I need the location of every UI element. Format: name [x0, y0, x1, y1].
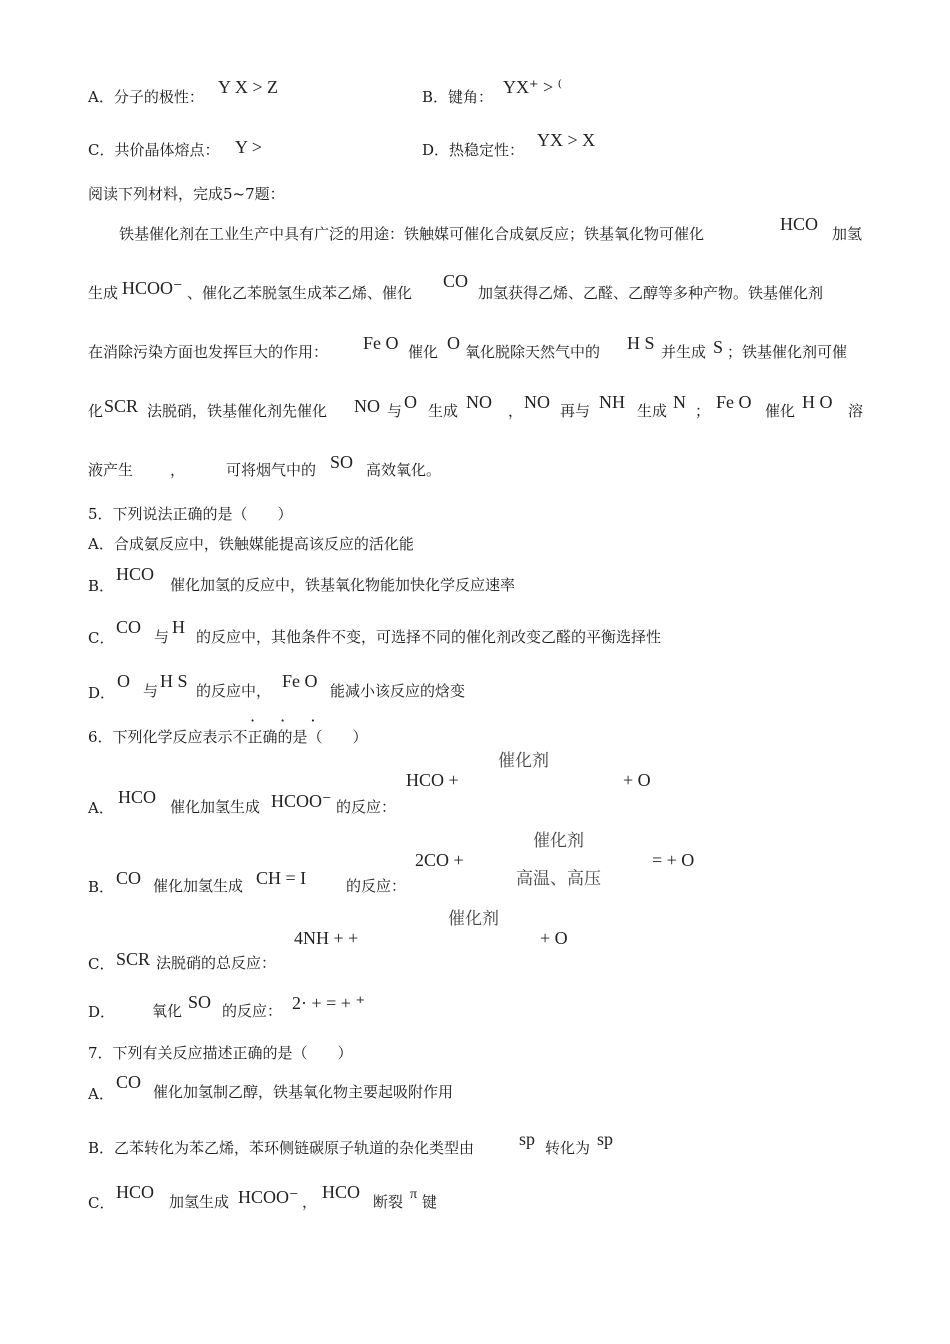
passage-text: 法脱硝，铁基催化剂先催化 [147, 402, 328, 420]
formula: HCOO⁻ [271, 791, 332, 811]
formula: SO [330, 452, 354, 472]
q5-stem: 5．下列说法正确的是（ ） [88, 505, 293, 523]
formula: O [404, 392, 417, 412]
q7-option-a-label: A． [88, 1085, 114, 1103]
q7-text: 键 [422, 1193, 438, 1211]
equation-left: HCO + [406, 770, 459, 790]
formula: SCR [104, 396, 139, 416]
passage-text: 加氢 [832, 225, 863, 243]
formula: H S [627, 333, 655, 353]
formula: HCOO⁻ [122, 278, 183, 298]
q5-text: 的反应中， [196, 682, 272, 700]
q5-option-d-text: 能减小该反应的焓变 [330, 682, 466, 700]
q5-option-d-label: D． [88, 684, 116, 702]
formula: HCO [780, 214, 819, 234]
q7-stem: 7．下列有关反应描述正确的是（ ） [88, 1044, 353, 1062]
q6-option-b-text: 的反应： [346, 877, 407, 895]
formula: NO [466, 392, 492, 412]
q5-option-b-text: 催化加氢的反应中，铁基氧化物能加快化学反应速率 [170, 576, 516, 594]
passage-text: 加氢获得乙烯、乙醛、乙醇等多种产物。铁基催化剂 [478, 284, 824, 302]
formula: CO [116, 617, 142, 637]
formula: HCO [118, 787, 157, 807]
formula: O [447, 333, 460, 353]
q5-option-c-label: C． [88, 629, 115, 647]
formula: HCO [322, 1182, 361, 1202]
formula: CO [443, 271, 469, 291]
q7-text: 断裂 [373, 1193, 404, 1211]
q6-option-a-text: 的反应： [336, 798, 397, 816]
q4-option-d-formula: YX > X [537, 130, 596, 150]
q4-option-d-label: D．热稳定性： [422, 141, 525, 159]
passage-text: 并生成 [661, 343, 707, 361]
q6-option-d-text: 的反应： [222, 1002, 283, 1020]
q7-text: ， [302, 1193, 318, 1211]
q4-option-b-label: B．键角： [422, 88, 494, 106]
passage-text: 高效氧化。 [366, 461, 442, 479]
passage-text: ； [695, 402, 711, 420]
formula: HCO [116, 564, 155, 584]
catalyst-label: 催化剂 [498, 751, 549, 771]
passage-text: 生成 [428, 402, 459, 420]
passage-text: 液产生 [88, 461, 134, 479]
passage-text: 在消除污染方面也发挥巨大的作用： [88, 343, 329, 361]
pi-symbol: π [410, 1187, 418, 1202]
equation-left: 2CO + [415, 850, 464, 870]
q7-option-b-text: B．乙苯转化为苯乙烯，苯环侧链碳原子轨道的杂化类型由 [88, 1139, 475, 1157]
passage-text: 催化 [408, 343, 439, 361]
equation-right: = + O [652, 850, 695, 870]
formula: H S [160, 671, 188, 691]
formula: CO [116, 1072, 142, 1092]
q6-option-c-text: 法脱硝的总反应： [156, 954, 277, 972]
condition-label: 高温、高压 [516, 869, 601, 889]
q6-text: 催化加氢生成 [153, 877, 244, 895]
q6-text: 氧化 [152, 1002, 183, 1020]
equation-right: + O [623, 770, 651, 790]
equation-left: 4NH + + [294, 928, 359, 948]
q7-option-a-text: 催化加氢制乙醇，铁基氧化物主要起吸附作用 [153, 1083, 454, 1101]
passage-text: 与 [387, 402, 403, 420]
q7-option-c-label: C． [88, 1194, 115, 1212]
formula: Fe O [282, 671, 318, 691]
catalyst-label: 催化剂 [448, 909, 499, 929]
q6-text: 催化加氢生成 [170, 798, 261, 816]
q7-text: 加氢生成 [169, 1193, 230, 1211]
formula: HCO [116, 1182, 155, 1202]
formula: NH [599, 392, 625, 412]
passage-text: 氧化脱除天然气中的 [465, 343, 601, 361]
q6-option-d-label: D． [88, 1003, 116, 1021]
passage-line1-text: 铁基催化剂在工业生产中具有广泛的用途：铁触媒可催化合成氨反应；铁基氧化物可催化 [119, 225, 705, 243]
passage-text: 、催化乙苯脱氢生成苯乙烯、催化 [187, 284, 413, 302]
passage-text: ， [508, 402, 524, 420]
passage-text: 溶 [848, 402, 864, 420]
formula: O [117, 671, 130, 691]
q5-option-b-label: B． [88, 577, 115, 595]
formula: NO [354, 396, 380, 416]
q6-option-b-label: B． [88, 878, 115, 896]
equation: 2· + = + ⁺ [292, 993, 365, 1013]
passage-text: 可将烟气中的 [226, 461, 317, 479]
q5-text: 与 [154, 628, 170, 646]
q4-option-b-formula: YX⁺ > ⁽ [503, 77, 563, 97]
formula: CH = I [256, 868, 307, 888]
formula: H [172, 617, 185, 637]
formula: S [713, 337, 724, 357]
q4-option-a-formula: Y X > Z [218, 77, 278, 97]
q6-option-c-label: C． [88, 955, 115, 973]
formula: H O [802, 392, 833, 412]
catalyst-label: 催化剂 [533, 831, 584, 851]
q4-option-c-label: C．共价晶体熔点： [88, 141, 220, 159]
q5-option-c-text: 的反应中，其他条件不变，可选择不同的催化剂改变乙醛的平衡选择性 [196, 628, 662, 646]
formula: sp [519, 1129, 536, 1149]
formula: SCR [116, 949, 151, 969]
q6-option-a-label: A． [88, 799, 114, 817]
formula: sp [597, 1129, 614, 1149]
q7-text: 转化为 [545, 1139, 591, 1157]
equation-right: + O [540, 928, 568, 948]
formula: N [673, 392, 686, 412]
passage-text: 再与 [560, 402, 591, 420]
formula: Fe O [716, 392, 752, 412]
q4-option-a-label: A．分子的极性： [88, 88, 204, 106]
reading-intro: 阅读下列材料，完成5~7题： [88, 185, 285, 203]
formula: SO [188, 992, 212, 1012]
formula: NO [524, 392, 550, 412]
formula: Fe O [363, 333, 399, 353]
passage-text: 生成 [88, 284, 119, 302]
q6-stem: 6．下列化学反应表示不正确的是（ ） [88, 728, 368, 746]
q4-option-c-formula: Y > [235, 137, 262, 157]
q5-option-a: A．合成氨反应中，铁触媒能提高该反应的活化能 [88, 535, 414, 553]
emphasis-dots: · · · [250, 711, 326, 730]
formula: CO [116, 868, 142, 888]
passage-text: 催化 [765, 402, 796, 420]
passage-text: 生成 [637, 402, 668, 420]
q5-text: 与 [143, 682, 159, 700]
passage-text: ；铁基催化剂可催 [727, 343, 848, 361]
passage-text: 化 [88, 402, 104, 420]
formula: HCOO⁻ [238, 1187, 299, 1207]
passage-text: ， [170, 461, 186, 479]
